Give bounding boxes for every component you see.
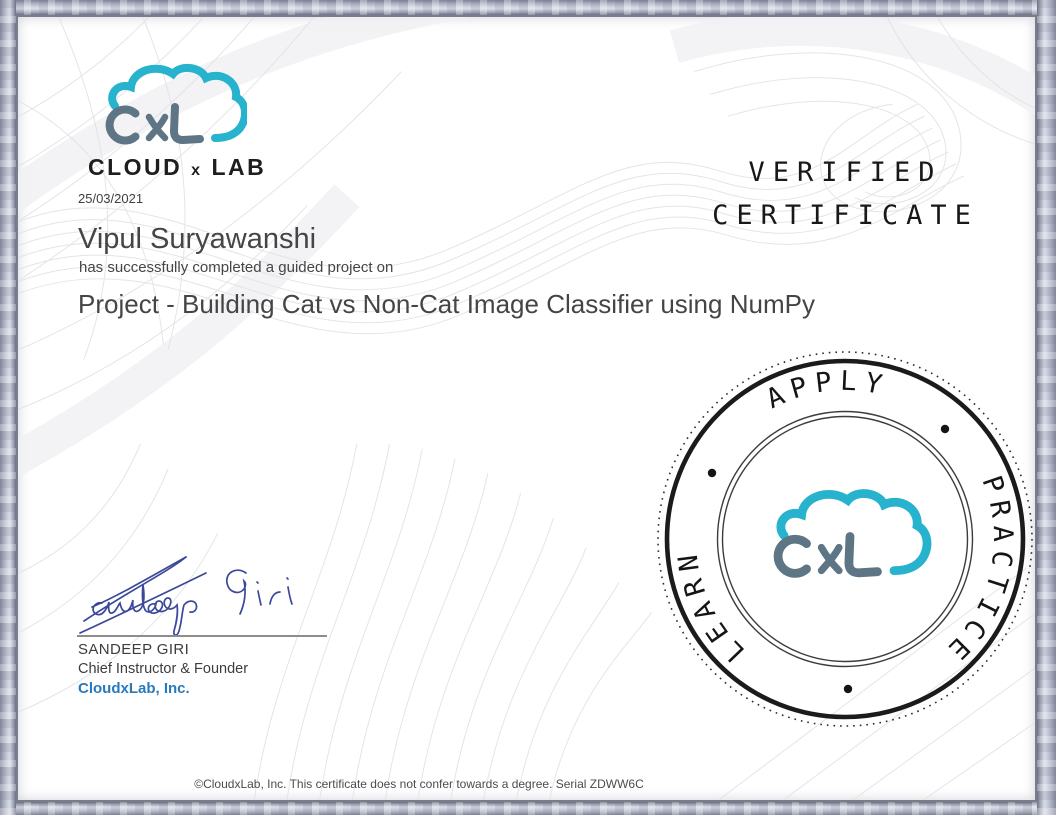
- seal-dot: [844, 685, 852, 693]
- cxl-stamp-seal-icon: [650, 344, 1040, 734]
- brand-wordmark: [88, 154, 267, 181]
- signatory-title: Chief Instructor & Founder: [78, 661, 249, 677]
- cloudxlab-logo-icon: [95, 62, 247, 157]
- svg-text:PRACTICE: [937, 472, 1018, 670]
- seal-word-learn: LEARN: [671, 545, 752, 668]
- verified-line1: VERIFIED: [748, 157, 943, 188]
- seal-center-logo-icon: [778, 493, 927, 573]
- seal-word-apply: APPLY: [761, 365, 892, 416]
- completion-statement: has successfully completed a guided project on: [79, 259, 394, 276]
- recipient-name: Vipul Suryawanshi: [78, 223, 317, 255]
- frame-top: [0, 0, 1056, 15]
- frame-left: [0, 0, 16, 815]
- signature-image: [74, 543, 334, 643]
- course-title: Project - Building Cat vs Non-Cat Image Classifier using NumPy: [78, 289, 815, 319]
- svg-text:LEARN: [672, 545, 751, 667]
- footer-disclaimer: ©CloudxLab, Inc. This certificate does not confer towards a degree. Serial ZDWW6C: [194, 777, 644, 791]
- verified-certificate-label: [683, 151, 1008, 237]
- seal-dot: [941, 425, 949, 433]
- signatory-company: CloudxLab, Inc.: [78, 680, 190, 697]
- wordmark-cloud: CLOUD: [88, 154, 183, 180]
- wordmark-x: x: [191, 162, 203, 179]
- signature-divider: [77, 635, 327, 637]
- frame-bottom: [0, 802, 1056, 815]
- issue-date: 25/03/2021: [78, 191, 144, 206]
- seal-word-practice: PRACTICE: [936, 471, 1019, 670]
- wordmark-lab: LAB: [211, 154, 267, 180]
- verified-line2: CERTIFICATE: [712, 200, 979, 231]
- seal-dot: [708, 469, 716, 477]
- signatory-name: SANDEEP GIRI: [78, 641, 190, 658]
- certificate-card: [16, 15, 1037, 802]
